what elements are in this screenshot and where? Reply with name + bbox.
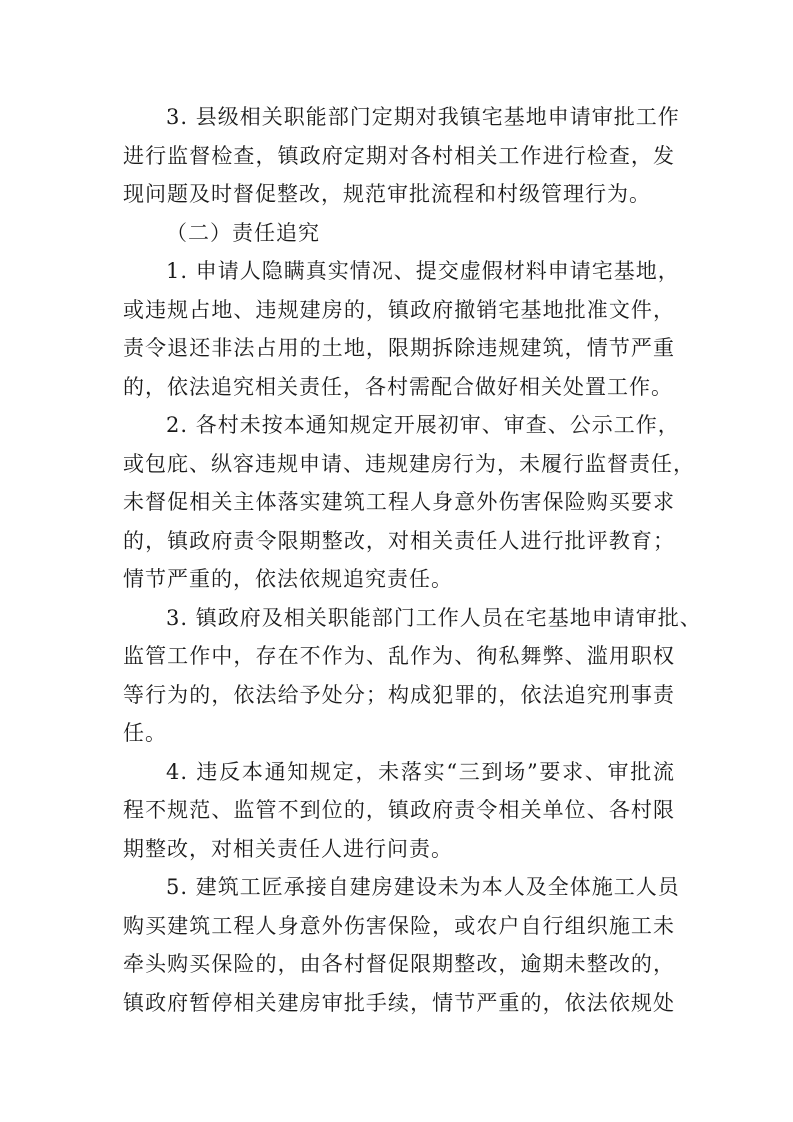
text-line: 监管工作中，存在不作为、乱作为、徇私舞弊、滥用职权 — [123, 644, 675, 668]
text-line: 或包庇、纵容违规申请、违规建房行为，未履行监督责任， — [123, 451, 695, 476]
paragraph-official-liability — [123, 599, 702, 753]
text-line: 5. 建筑工匠承接自建房建设未为本人及全体施工人员 — [166, 875, 680, 899]
document-body — [123, 98, 702, 1022]
text-line: 任。 — [123, 721, 167, 745]
paragraph-supervision — [123, 98, 680, 214]
section-heading-accountability: （二）责任追究 — [166, 220, 320, 245]
paragraph-village-liability — [123, 406, 695, 599]
text-line: 进行监督检查，镇政府定期对各村相关工作进行检查，发 — [123, 143, 675, 168]
text-line: 的，镇政府责令限期整改，对相关责任人进行批评教育； — [123, 528, 675, 553]
paragraph-applicant-liability — [123, 252, 680, 406]
text-line: 责令退还非法占用的土地，限期拆除违规建筑，情节严重 — [123, 336, 675, 360]
text-line: 的，依法追究相关责任，各村需配合做好相关处置工作。 — [123, 374, 673, 399]
text-line: 购买建筑工程人身意外伤害保险，或农户自行组织施工未 — [123, 913, 675, 938]
text-line: 期整改，对相关责任人进行问责。 — [123, 836, 453, 861]
text-line: 4. 违反本通知规定，未落实“三到场”要求、审批流 — [166, 759, 675, 784]
text-line: 或违规占地、违规建房的，镇政府撤销宅基地批准文件， — [123, 297, 675, 322]
text-line: 等行为的，依法给予处分；构成犯罪的，依法追究刑事责 — [123, 682, 675, 707]
text-line: 情节严重的，依法依规追究责任。 — [123, 567, 453, 591]
text-line: 镇政府暂停相关建房审批手续，情节严重的，依法依规处 — [123, 990, 675, 1015]
text-line: 未督促相关主体落实建筑工程人身意外伤害保险购买要求 — [123, 490, 675, 514]
text-line: 程不规范、监管不到位的，镇政府责令相关单位、各村限 — [123, 798, 675, 822]
text-line: 2. 各村未按本通知规定开展初审、审查、公示工作， — [166, 413, 680, 437]
text-line: 3. 镇政府及相关职能部门工作人员在宅基地申请审批、 — [166, 605, 702, 630]
text-line: 牵头购买保险的，由各村督促限期整改，逾期未整改的， — [123, 952, 675, 976]
paragraph-insurance — [123, 868, 680, 1022]
paragraph-three-onsite — [123, 753, 675, 869]
text-line: 3. 县级相关职能部门定期对我镇宅基地申请审批工作 — [166, 105, 680, 129]
text-line: 现问题及时督促整改，规范审批流程和村级管理行为。 — [123, 182, 651, 206]
text-line: 1. 申请人隐瞒真实情况、提交虚假材料申请宅基地， — [166, 259, 680, 283]
